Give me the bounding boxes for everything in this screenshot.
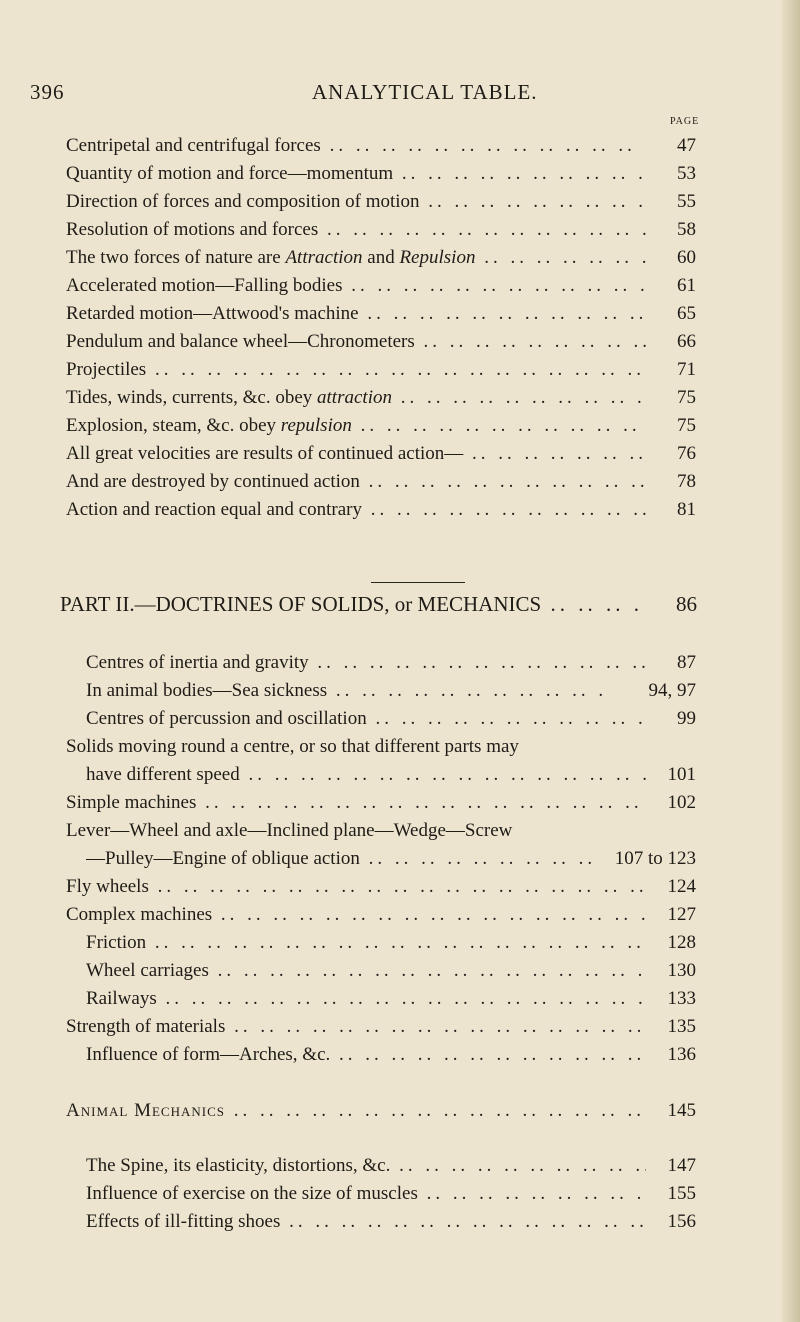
toc-entry-page: 147	[667, 1155, 696, 1176]
toc-entry-text: Simple machines .. ..	[66, 792, 646, 814]
toc-text-italic: Attraction	[285, 247, 363, 268]
toc-entry	[66, 387, 696, 413]
toc-entry	[86, 1211, 696, 1237]
toc-entry	[86, 1155, 696, 1181]
toc-entry-text: Resolution of motions and forces .. ..	[66, 219, 646, 241]
toc-entry-text: Direction of forces and composition of motion .. ..	[66, 191, 646, 213]
toc-entry-text: Centres of inertia and gravity .. ..	[86, 652, 646, 674]
toc-entry-page: 128	[667, 932, 696, 953]
toc-entry-text: —Pulley—Engine of oblique action .. ..	[86, 848, 596, 870]
toc-entry-text: The Spine, its elasticity, distortions, &c. .. ..	[86, 1155, 646, 1177]
toc-entry-text: Strength of materials .. ..	[66, 1016, 646, 1038]
toc-text-part: Explosion, steam, &c. obey	[66, 415, 281, 436]
toc-entry-page: 66	[677, 331, 696, 352]
page-column-label: PAGE	[670, 116, 700, 127]
toc-text-italic: repulsion	[280, 415, 352, 436]
toc-entry-page: 71	[677, 359, 696, 380]
toc-entry	[86, 708, 696, 734]
toc-entry	[66, 792, 696, 818]
toc-entry	[66, 303, 696, 329]
toc-entry-page: 75	[677, 415, 696, 436]
toc-text-part: The two forces of nature are	[66, 247, 286, 268]
toc-entry-page: 53	[677, 163, 696, 184]
toc-entry-page: 107 to 123	[614, 848, 696, 869]
toc-entry-page: 133	[667, 988, 696, 1009]
toc-entry	[66, 359, 696, 385]
toc-entry	[86, 680, 696, 706]
toc-entry-page: 136	[667, 1044, 696, 1065]
toc-entry-text: Pendulum and balance wheel—Chronometers .. ..	[66, 331, 646, 353]
toc-entry-text: Retarded motion—Attwood's machine .. ..	[66, 303, 646, 325]
toc-text-italic: Repulsion	[399, 247, 476, 268]
toc-entry-page: 76	[677, 443, 696, 464]
toc-entry-text: Complex machines .. ..	[66, 904, 646, 926]
toc-entry-page: 87	[677, 652, 696, 673]
toc-entry-text: Lever—Wheel and axle—Inclined plane—Wedge—Screw	[66, 820, 513, 841]
toc-entry-page: 127	[667, 904, 696, 925]
toc-entry	[66, 191, 696, 217]
toc-entry	[86, 960, 696, 986]
toc-entry	[66, 163, 696, 189]
toc-entry-page: 78	[677, 471, 696, 492]
toc-entry-text: Solids moving round a centre, or so that different parts may	[66, 736, 519, 757]
subsection-heading-page: 145	[667, 1100, 696, 1121]
toc-text-part: Tides, winds, currents, &c. obey	[66, 387, 318, 408]
toc-entry-text: Centres of percussion and oscillation .. ..	[86, 708, 646, 730]
toc-entry	[66, 443, 696, 469]
toc-entry-text: Accelerated motion—Falling bodies .. ..	[66, 275, 646, 297]
toc-entry-page: 94, 97	[648, 680, 696, 701]
toc-entry-text: Projectiles .. ..	[66, 359, 646, 381]
toc-entry-text: have different speed .. ..	[86, 764, 646, 786]
toc-text-italic: attraction	[317, 387, 392, 408]
toc-entry	[66, 415, 696, 441]
toc-entry-text: All great velocities are results of continued action— .. ..	[66, 443, 646, 465]
toc-entry-text: Fly wheels .. ..	[66, 876, 646, 898]
running-header	[30, 80, 590, 110]
toc-entry-text	[66, 247, 646, 269]
toc-entry-text	[66, 387, 646, 409]
toc-entry-text: And are destroyed by continued action .. ..	[66, 471, 646, 493]
toc-entry	[66, 876, 696, 902]
toc-entry	[66, 135, 696, 161]
toc-entry-text: Influence of form—Arches, &c. .. ..	[86, 1044, 646, 1066]
toc-entry	[66, 471, 696, 497]
part-heading	[60, 592, 697, 618]
toc-entry-page: 81	[677, 499, 696, 520]
subsection-heading-text: Animal Mechanics .. ..	[66, 1100, 646, 1122]
section-divider	[371, 582, 465, 583]
toc-entry	[66, 904, 696, 930]
toc-entry-page: 130	[667, 960, 696, 981]
toc-entry-page: 75	[677, 387, 696, 408]
toc-entry	[66, 331, 696, 357]
page-number: 396	[30, 80, 65, 104]
toc-entry-page: 101	[667, 764, 696, 785]
toc-entry-text	[66, 415, 646, 437]
toc-entry-text: Railways .. ..	[86, 988, 646, 1010]
toc-entry-text: Influence of exercise on the size of muscles .. ..	[86, 1183, 646, 1205]
toc-entry	[86, 1044, 696, 1070]
toc-entry-page: 60	[677, 247, 696, 268]
toc-entry	[66, 275, 696, 301]
toc-entry	[86, 764, 696, 790]
part-heading-page: 86	[676, 592, 697, 616]
toc-entry	[86, 988, 696, 1014]
toc-entry-page: 58	[677, 219, 696, 240]
subsection-heading	[66, 1100, 696, 1126]
toc-entry	[86, 932, 696, 958]
toc-entry	[86, 848, 696, 874]
toc-entry-text: Action and reaction equal and contrary .. ..	[66, 499, 646, 521]
toc-entry-text: Friction .. ..	[86, 932, 646, 954]
toc-entry	[66, 219, 696, 245]
toc-entry-page: 99	[677, 708, 696, 729]
toc-entry	[66, 499, 696, 525]
page-title: ANALYTICAL TABLE.	[312, 80, 538, 104]
toc-text-part: and	[362, 247, 400, 268]
toc-entry-page: 65	[677, 303, 696, 324]
toc-entry-page: 47	[677, 135, 696, 156]
toc-entry	[66, 1016, 696, 1042]
toc-entry-page: 61	[677, 275, 696, 296]
toc-entry-text: Quantity of motion and force—momentum .. ..	[66, 163, 646, 185]
toc-entry-page: 124	[667, 876, 696, 897]
toc-entry	[86, 1183, 696, 1209]
toc-entry	[86, 652, 696, 678]
toc-entry-text: Centripetal and centrifugal forces .. ..	[66, 135, 646, 157]
toc-entry-page: 55	[677, 191, 696, 212]
toc-entry-page: 102	[667, 792, 696, 813]
toc-entry-text: In animal bodies—Sea sickness .. ..	[86, 680, 606, 702]
page-edge-shadow	[782, 0, 800, 1322]
toc-entry-page: 135	[667, 1016, 696, 1037]
toc-entry-text: Effects of ill-fitting shoes .. ..	[86, 1211, 646, 1233]
toc-entry	[66, 247, 696, 273]
toc-entry-text: Wheel carriages .. ..	[86, 960, 646, 982]
toc-entry-page: 155	[667, 1183, 696, 1204]
toc-entry-page: 156	[667, 1211, 696, 1232]
part-heading-text: PART II.—DOCTRINES OF SOLIDS, or MECHANICS .. ..	[60, 592, 640, 617]
